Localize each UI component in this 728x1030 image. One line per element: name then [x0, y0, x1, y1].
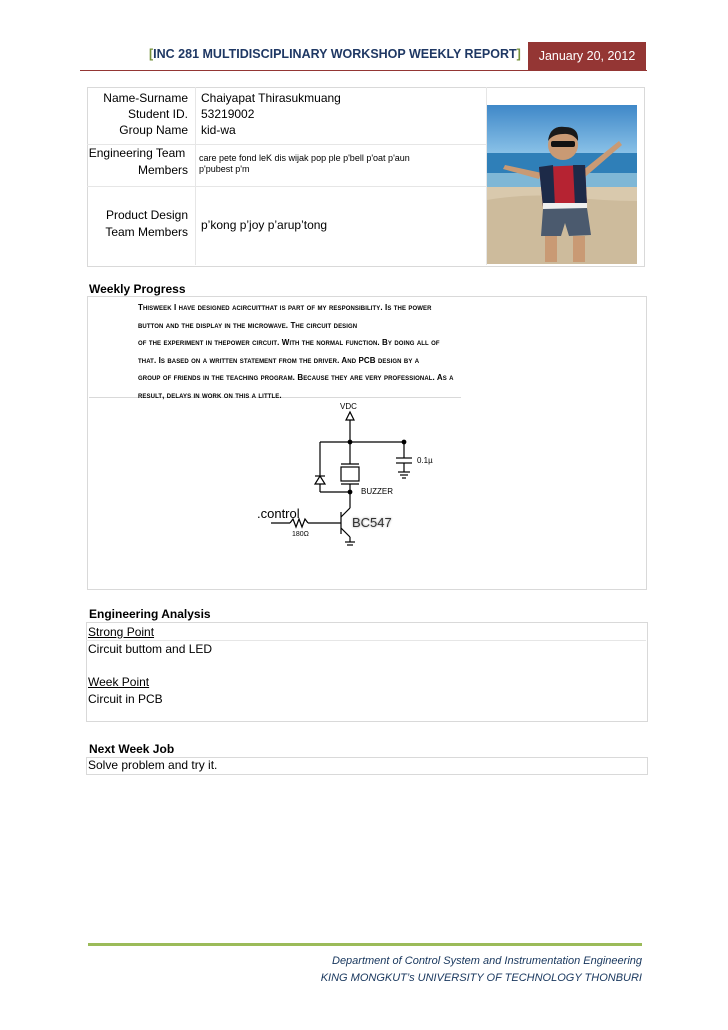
resistor-label: 180Ω: [292, 531, 309, 538]
engineering-team-label-line1: Engineering Team: [88, 146, 186, 160]
vdc-label: VDC: [340, 402, 357, 411]
group-name-value: kid-wa: [201, 123, 236, 137]
student-id-value: 53219002: [201, 107, 255, 121]
capacitor-label: 0.1µ: [417, 456, 433, 465]
progress-line: button and the display in the microwave. The circuit design: [138, 320, 358, 330]
product-design-label-line1: Product Design: [105, 208, 188, 222]
progress-line: that. Is based on a written statement from the driver. And PCB design by a: [138, 355, 420, 365]
info-row-divider: [87, 186, 486, 187]
report-date: January 20, 2012: [528, 42, 646, 70]
progress-line: group of friends in the teaching program. Because they are very professional. As a: [138, 373, 454, 382]
bracket-close: ]: [516, 47, 521, 61]
student-photo: [487, 105, 637, 264]
engineering-analysis-box: [86, 622, 648, 722]
product-design-value: p’kong p’joy p’arup’tong: [201, 218, 328, 232]
engineering-analysis-divider: [86, 640, 646, 641]
name-value: Chaiyapat Thirasukmuang: [201, 91, 341, 105]
engineering-team-label: [86, 145, 188, 179]
bracket-open: [: [149, 47, 154, 61]
info-column-divider: [195, 87, 196, 265]
product-design-label-line2: Team Members: [105, 225, 188, 239]
student-id-label: Student ID.: [127, 107, 188, 121]
name-label: Name-Surname: [103, 91, 188, 105]
next-week-job-value: Solve problem and try it.: [88, 758, 218, 772]
header-divider: [80, 70, 647, 71]
engineering-team-value-line1: care pete fond leK dis wijak pop ple p'bell p'oat p'aun: [199, 153, 410, 163]
control-label: .control: [257, 506, 300, 521]
report-title: [149, 47, 521, 61]
progress-line: of the experiment in thepower circuit. With the normal function. By doing all of: [138, 338, 440, 347]
weak-point-label: Week Point: [88, 675, 150, 689]
strong-point-value: Circuit buttom and LED: [88, 642, 213, 656]
engineering-team-label-line2: Members: [137, 163, 188, 177]
footer-university: KING MONGKUT’s UNIVERSITY OF TECHNOLOGY THONBURI: [320, 972, 642, 984]
footer-divider: [88, 943, 642, 946]
progress-line: Thisweek I have designed acircuitthat is part of my responsibility. Is the power: [138, 303, 432, 312]
engineering-team-value: [199, 153, 410, 175]
engineering-analysis-title: Engineering Analysis: [89, 607, 211, 621]
weekly-progress-title: Weekly Progress: [89, 282, 186, 296]
progress-line: result, delays in work on this a little.: [138, 390, 282, 400]
next-week-job-title: Next Week Job: [89, 742, 175, 756]
footer-department: Department of Control System and Instrumentation Engineering: [332, 955, 642, 967]
buzzer-label: BUZZER: [361, 487, 393, 496]
product-design-label: [86, 207, 188, 241]
transistor-label: BC547: [352, 515, 392, 530]
report-title-text: INC 281 MULTIDISCIPLINARY WORKSHOP WEEKLY REPORT: [153, 47, 517, 61]
weekly-progress-text: [138, 299, 638, 404]
engineering-team-value-line2: p'pubest p'm: [199, 164, 250, 174]
circuit-diagram: [255, 400, 455, 550]
strong-point-label: Strong Point: [88, 625, 155, 639]
group-name-label: Group Name: [119, 123, 188, 137]
weak-point-value: Circuit in PCB: [88, 692, 163, 706]
